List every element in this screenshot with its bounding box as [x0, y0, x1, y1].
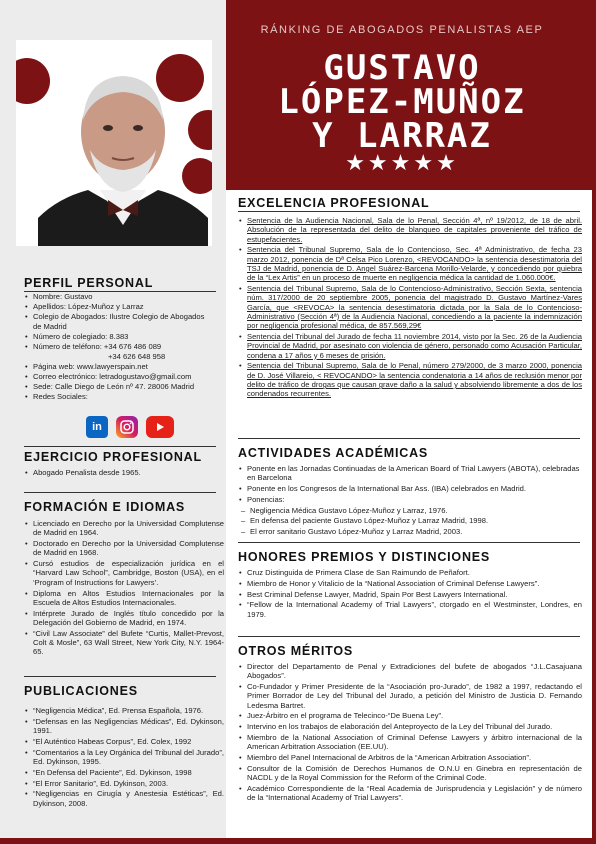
honor-item: • “Fellow de la International Academy of Trial Lawyers”, ctorgado en el Westminster, Londres, en 1979. — [238, 600, 582, 619]
perfil-item: • Apellidos: López-Muñoz y Larraz — [24, 302, 220, 312]
publicacion-item: • “El Auténtico Habeas Corpus”, Ed. Colex, 1992 — [24, 737, 224, 746]
formacion-item: • Licenciado en Derecho por la Universidad Complutense de Madrid en 1964. — [24, 519, 224, 538]
merito-item: • Miembro de la National Association of Criminal Defense Lawyers y árbitro internacional de la American Arbitration Association (EE.UU). — [238, 733, 582, 752]
publicacion-item: • “El Error Sanitario”, Ed. Dykinson, 2003. — [24, 779, 224, 788]
perfil-item: • Correo electrónico: letradogustavo@gmail.com — [24, 372, 220, 382]
rating-stars: ★★★★★ — [345, 150, 459, 175]
portrait-photo — [16, 40, 212, 246]
excelencia-title: EXCELENCIA PROFESIONAL — [238, 196, 430, 210]
formacion-item: • Diploma en Altos Estudios Internacionales por la Escuela de Altos Estudios Internacionales. — [24, 589, 224, 608]
linkedin-icon[interactable]: in — [86, 416, 108, 438]
section-rule — [238, 636, 580, 637]
merito-item: • Juez-Árbitro en el programa de Telecinco-“De Buena Ley”. — [238, 711, 582, 720]
actividades-title: ACTIVIDADES ACADÉMICAS — [238, 446, 429, 460]
formacion-title: FORMACIÓN E IDIOMAS — [24, 500, 186, 514]
perfil-item: • Página web: www.lawyerspain.net — [24, 362, 220, 372]
perfil-title: PERFIL PERSONAL — [24, 276, 154, 290]
section-rule — [238, 211, 580, 212]
formacion-item: • Doctorado en Derecho por la Universidad Complutense de Madrid en 1968. — [24, 539, 224, 558]
publicacion-item: • “Negligencias en Cirugía y Anestesia Estéticas”, Ed. Dykinson, 2008. — [24, 789, 224, 808]
ranking-subtitle: RÁNKING DE ABOGADOS PENALISTAS AEP — [260, 24, 544, 36]
merito-item: • Co-Fundador y Primer Presidente de la “Asociación pro-Jurado”, de 1982 a 1997, redactando el Primer Borrador de Ley del Tribunal del Jurado, a petición del Ministro de Justicia D. Fernando Ledesma Bartret. — [238, 682, 582, 710]
honores-list — [238, 568, 582, 620]
section-rule — [24, 676, 216, 677]
ejercicio-item: • Abogado Penalista desde 1965. — [24, 468, 216, 477]
perfil-item: • Número de teléfono: +34 676 486 089 — [24, 342, 220, 352]
perfil-list — [24, 292, 220, 402]
perfil-item: • Nombre: Gustavo — [24, 292, 220, 302]
honor-item: • Cruz Distinguida de Primera Clase de San Raimundo de Peñafort. — [238, 568, 582, 577]
perfil-item: +34 626 648 958 — [108, 352, 166, 361]
perfil-item: • Sede: Calle Diego de León nº 47. 28006 Madrid — [24, 382, 220, 392]
actividad-item: • Ponente en los Congresos de la International Bar Ass. (IBA) celebrados en Madrid. — [238, 484, 582, 493]
excelencia-item: • Sentencia del Tribunal Supremo, Sala de lo Contencioso-Administrativo, Sección Sexta, sentencia núm. 317/2000 de 20 septiembre 2005, ponencia del magistrado D. Gustavo Martínez-Vares García, que <REVOCA> la sentencia desestimatoria dictada por la Sala de lo Contencioso-Administrativo (Sección 4ª) de la Audiencia Nacional, concediendo a la paciente la indemnización por negligencia profesional médica, de 857.569,29€ — [238, 284, 582, 330]
ejercicio-list — [24, 468, 216, 479]
excelencia-item: • Sentencia del Tribunal Supremo, Sala de lo Penal, número 279/2000, de 3 marzo 2000, ponencia de D. José Villareio, < REVOCANDO> la sentencia condenatoria a 14 años de reclusión menor por delito de tráfico de drogas que causan grave daño a la salud y absolviendo libremente a dos de los condenados recurrentes. — [238, 361, 582, 398]
excelencia-list — [238, 216, 582, 400]
youtube-icon[interactable] — [146, 416, 174, 438]
perfil-item: • Redes Sociales: — [24, 392, 220, 402]
portrait-figure — [38, 50, 208, 246]
meritos-list — [238, 662, 582, 804]
name-surname-1: LÓPEZ-MUÑOZ — [278, 82, 526, 122]
formacion-item: • Cursó estudios de especialización jurídica en el “Harvard Law School”, Cambridge, Boston (USA), en el ‘Program of Instructions for Lawyers’. — [24, 559, 224, 587]
honor-item: • Miembro de Honor y Vitalicio de la “National Association of Criminal Defense Lawyers”. — [238, 579, 582, 588]
section-rule — [24, 492, 216, 493]
meritos-title: OTROS MÉRITOS — [238, 644, 354, 658]
actividad-item: • Ponente en las Jornadas Continuadas de la American Board of Trial Lawyers (ABOTA), celebradas en Barcelona — [238, 464, 582, 483]
actividad-item: • Ponencias: — [238, 495, 582, 504]
honores-title: HONORES PREMIOS Y DISTINCIONES — [238, 550, 491, 564]
merito-item: • Miembro del Panel Internacional de Arbitros de la “American Arbitration Association”. — [238, 753, 582, 762]
publicacion-item: • “Negligencia Médica”, Ed. Prensa Española, 1976. — [24, 706, 224, 715]
formacion-item: • Intérprete Jurado de Inglés título concedido por la Delegación del Gobierno de Madrid, en 1974. — [24, 609, 224, 628]
publicacion-item: • “En Defensa del Paciente”, Ed. Dykinson, 1998 — [24, 768, 224, 777]
ponencia-item: – El error sanitario Gustavo López-Muñoz y Larraz Madrid, 2003. — [238, 527, 582, 536]
actividades-list — [238, 464, 582, 538]
excelencia-item: • Sentencia del Tribunal del Jurado de fecha 11 noviembre 2014, visto por la Sec. 26 de la Audiencia Provincial de Madrid, por asesinato con violencia de género, personado como Acusación Particular, condena a 17 años y 6 meses de prisión. — [238, 332, 582, 360]
right-border — [592, 0, 596, 844]
ponencia-item: – En defensa del paciente Gustavo López-Muñoz y Larraz Madrid, 1998. — [238, 516, 582, 525]
merito-item: • Académico Correspondiente de la “Real Academia de Jurisprudencia y Legislación” y de número de la “International Academy of Trial Lawyers”. — [238, 784, 582, 803]
publicacion-item: • “Defensas en las Negligencias Médicas”, Ed. Dykinson, 1991. — [24, 717, 224, 736]
name-surname-2: Y LARRAZ — [312, 116, 492, 156]
bottom-border — [0, 838, 596, 844]
section-rule — [238, 542, 580, 543]
publicacion-item: • “Comentarios a la Ley Orgánica del Tribunal del Jurado”, Ed. Dykinson, 1995. — [24, 748, 224, 767]
excelencia-item: • Sentencia de la Audiencia Nacional, Sala de lo Penal, Sección 4ª, nº 19/2012, de 18 de abril. Absolución de la representada del delito de blanqueo de capitales proveniente del tráfico de estupefacientes. — [238, 216, 582, 244]
publicaciones-title: PUBLICACIONES — [24, 684, 138, 698]
formacion-item: • “Civil Law Associate” del Bufete “Curtis, Mallet-Prevost, Colt & Mosle”, 63 Wall Street, New York City, N.Y. 1964-65. — [24, 629, 224, 657]
perfil-item: • Colegio de Abogados: Ilustre Colegio de Abogados — [24, 312, 220, 322]
name-first: GUSTAVO — [323, 48, 481, 88]
excelencia-item: • Sentencia del Tribunal Supremo, Sala de lo Contencioso, Sec. 4ª Administrativo, de fecha 23 marzo 2012, ponencia de Dª Celsa Pico Lorenzo, <REVOCANDO> la sentencia desestimatoria del TSJ de Madrid, ponencia de D. Angel Suárez-Barcena Morillo-Velarde, y concediendo por quiebra de la “Lex Artis” en un proceso de muerte en negligencia médica la cantidad de 1.060.000€. — [238, 245, 582, 282]
perfil-item: • Número de colegiado: 8.383 — [24, 332, 220, 342]
social-links — [86, 416, 174, 438]
section-rule — [238, 438, 580, 439]
ponencia-item: – Negligencia Médica Gustavo López-Muñoz y Larraz, 1976. — [238, 506, 582, 515]
honor-item: • Best Criminal Defense Lawyer, Madrid, Spain Por Best Lawyers International. — [238, 590, 582, 599]
merito-item: • Intervino en los trabajos de elaboración del Anteproyecto de la Ley del Tribunal del Jurado. — [238, 722, 582, 731]
instagram-icon[interactable] — [116, 416, 138, 438]
perfil-item: de Madrid — [33, 322, 67, 331]
section-rule — [24, 446, 216, 447]
ejercicio-title: EJERCICIO PROFESIONAL — [24, 450, 202, 464]
publicaciones-list — [24, 706, 224, 809]
merito-item: • Consultor de la Comisión de Derechos Humanos de O.N.U en Ginebra en representación de NACDL y de la Royal Commission for the Reform of the Criminal Code. — [238, 764, 582, 783]
formacion-list — [24, 519, 224, 658]
merito-item: • Director del Departamento de Penal y Extradiciones del bufete de abogados “J.L.Casajuana Abogados”. — [238, 662, 582, 681]
